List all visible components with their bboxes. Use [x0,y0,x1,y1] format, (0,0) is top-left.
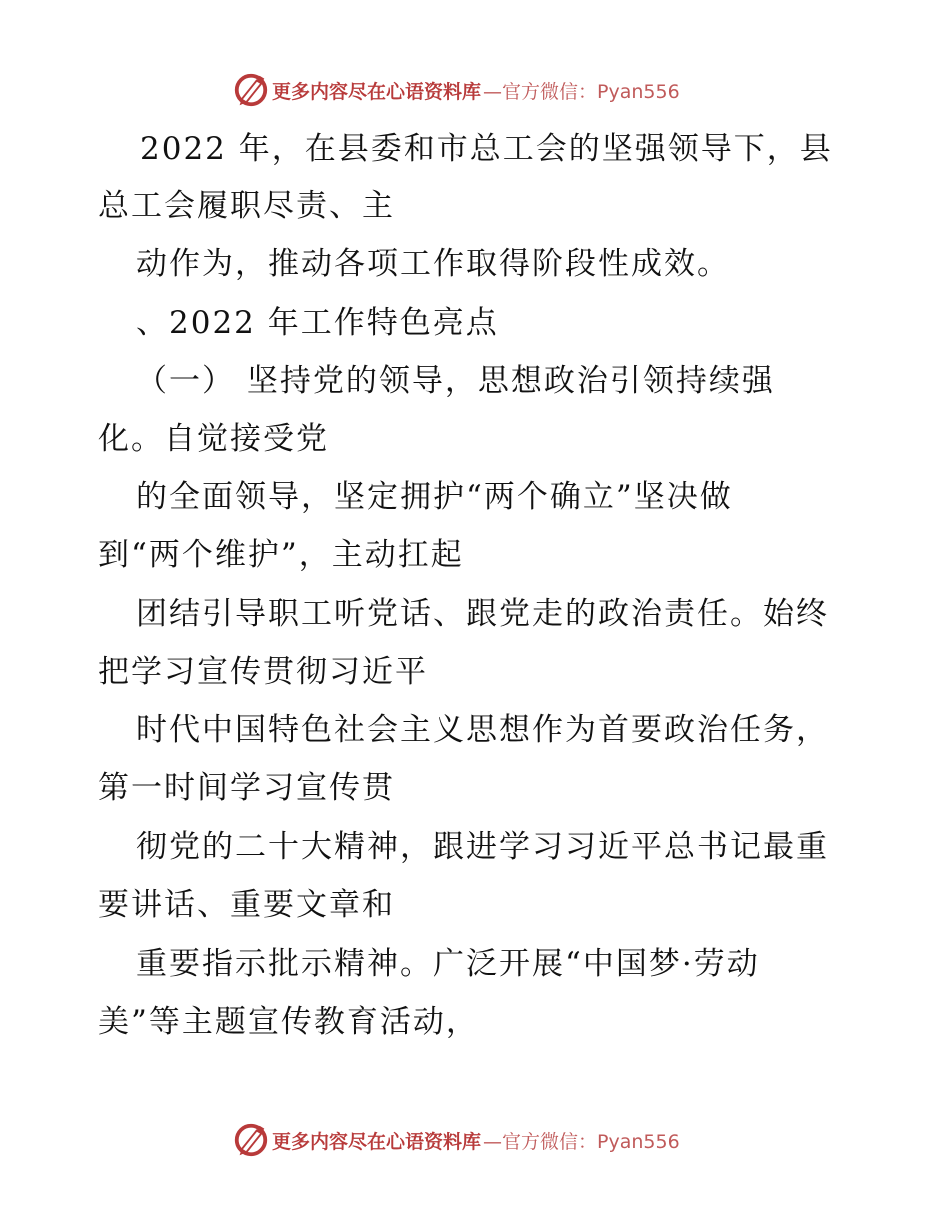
paragraph-line: 化。自觉接受党 [98,421,329,457]
pen-circle-logo-icon [232,1121,270,1159]
paragraph-line: 要讲话、重要文章和 [98,887,395,923]
watermark-site-text: 更多内容尽在心语资料库 [272,1130,482,1153]
subsection-heading: （一） 坚持党的领导，思想政治引领持续强 [136,363,775,399]
paragraph-line: 把学习宣传贯彻习近平 [98,654,428,690]
watermark-wechat-text: —官方微信：Pyan556 [483,1130,680,1153]
paragraph-line: 总工会履职尽责、主 [98,188,395,224]
paragraph-line: 彻党的二十大精神，跟进学习习近平总书记最重 [136,829,829,865]
paragraph-line: 时代中国特色社会主义思想作为首要政治任务， [136,712,829,748]
paragraph-line: 重要指示批示精神。广泛开展“中国梦·劳动 [136,946,760,982]
watermark-wechat-text: —官方微信：Pyan556 [483,80,680,103]
paragraph-line: 美”等主题宣传教育活动， [98,1004,479,1040]
header-watermark [232,70,680,110]
footer-watermark [232,1120,680,1160]
watermark-site-text: 更多内容尽在心语资料库 [272,80,482,103]
paragraph-line: 到“两个维护”，主动扛起 [98,537,464,573]
pen-circle-logo-icon [232,71,270,109]
paragraph-line: 2022 年，在县委和市总工会的坚强领导下，县 [140,131,833,167]
paragraph-line: 第一时间学习宣传贯 [98,770,395,806]
paragraph-line: 团结引导职工听党话、跟党走的政治责任。始终 [136,596,829,632]
section-heading: 、2022 年工作特色亮点 [136,305,499,341]
paragraph-line: 的全面领导，坚定拥护“两个确立”坚决做 [136,479,733,515]
paragraph-line: 动作为，推动各项工作取得阶段性成效。 [136,246,730,282]
